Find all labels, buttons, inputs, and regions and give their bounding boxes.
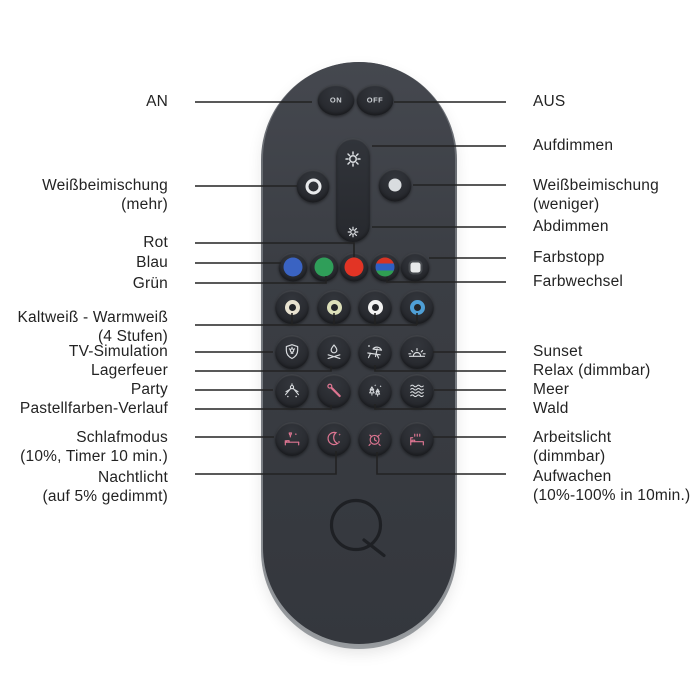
blue-button[interactable] — [279, 253, 308, 282]
annotation-lagerfeuer: Lagerfeuer — [91, 362, 168, 379]
sea-waves-icon — [407, 381, 427, 401]
green-button[interactable] — [310, 253, 339, 282]
white-level-4-icon — [410, 300, 425, 315]
white-level-1-icon — [285, 300, 300, 315]
annotation-farbstopp: Farbstopp — [533, 249, 605, 266]
annotation-nachtlicht: Nachtlicht (auf 5% gedimmt) — [42, 469, 168, 505]
annotation-kaltweiss-warmweiss: Kaltweiß - Warmweiß (4 Stufen) — [17, 309, 168, 345]
white-level-4-button[interactable] — [400, 290, 434, 324]
red-button[interactable] — [340, 253, 369, 282]
wake-up-button[interactable] — [358, 422, 392, 456]
white-mix-more-button[interactable] — [297, 170, 330, 203]
stop-square-icon — [410, 262, 420, 272]
red-icon — [345, 258, 364, 277]
power-off-label: OFF — [366, 95, 384, 105]
annotation-party: Party — [130, 381, 168, 398]
power-off-button[interactable] — [357, 85, 394, 116]
annotation-sunset: Sunset — [533, 343, 583, 360]
annotation-aufwachen: Aufwachen (10%-100% in 10min.) — [533, 468, 691, 504]
annotation-wald: Wald — [533, 400, 569, 417]
green-icon — [315, 258, 334, 277]
annotation-weissbeimischung-mehr: Weißbeimischung (mehr) — [42, 177, 168, 213]
pastel-gradient-button[interactable] — [317, 374, 351, 408]
annotation-pastellfarben-verlauf: Pastellfarben-Verlauf — [19, 400, 168, 417]
relax-button[interactable] — [358, 335, 392, 369]
annotation-tv-simulation: TV-Simulation — [68, 343, 168, 360]
annotation-schlafmodus: Schlafmodus (10%, Timer 10 min.) — [20, 429, 168, 465]
wake-alarm-clock-icon — [365, 429, 385, 449]
pastel-brush-icon — [324, 381, 344, 401]
annotation-relax: Relax (dimmbar) — [533, 362, 651, 379]
annotation-blau: Blau — [136, 254, 168, 271]
party-discoball-icon — [282, 381, 302, 401]
party-button[interactable] — [275, 374, 309, 408]
annotation-arbeitslicht: Arbeitslicht (dimmbar) — [533, 429, 612, 465]
night-moon-icon — [324, 429, 344, 449]
ring-icon — [305, 178, 321, 194]
color-cycle-icon — [376, 258, 395, 277]
sleep-mode-button[interactable] — [275, 422, 309, 456]
sunset-button[interactable] — [400, 335, 434, 369]
night-light-button[interactable] — [317, 422, 351, 456]
tv-simulation-shield-icon — [282, 342, 302, 362]
work-light-bed-icon — [407, 429, 427, 449]
annotation-aufdimmen: Aufdimmen — [533, 137, 614, 154]
color-stop-button[interactable] — [401, 253, 430, 282]
annotation-farbwechsel: Farbwechsel — [533, 273, 624, 290]
q-logo — [324, 495, 388, 559]
annotation-an: AN — [146, 93, 168, 110]
white-mix-less-button[interactable] — [379, 169, 412, 202]
dot-icon — [389, 179, 402, 192]
forest-button[interactable] — [358, 374, 392, 408]
color-cycle-button[interactable] — [371, 253, 400, 282]
annotation-gruen: Grün — [132, 275, 168, 292]
white-level-3-icon — [368, 300, 383, 315]
relax-beach-icon — [365, 342, 385, 362]
campfire-icon — [324, 342, 344, 362]
dimmer-rocker[interactable] — [336, 138, 370, 242]
brightness-up-sun-icon[interactable] — [344, 150, 363, 169]
annotation-meer: Meer — [533, 381, 570, 398]
annotation-abdimmen: Abdimmen — [533, 218, 609, 235]
stripe-green — [376, 270, 395, 276]
annotation-rot: Rot — [143, 234, 168, 251]
power-on-button[interactable] — [318, 85, 355, 116]
forest-trees-icon — [365, 381, 385, 401]
work-light-button[interactable] — [400, 422, 434, 456]
power-on-label: ON — [329, 95, 343, 105]
brightness-down-sun-icon[interactable] — [347, 226, 360, 239]
white-level-2-button[interactable] — [317, 290, 351, 324]
annotation-weissbeimischung-weniger: Weißbeimischung (weniger) — [533, 177, 659, 213]
annotation-aus: AUS — [533, 93, 566, 110]
campfire-button[interactable] — [317, 335, 351, 369]
white-level-1-button[interactable] — [275, 290, 309, 324]
sleep-bed-lamp-icon — [282, 429, 302, 449]
white-level-3-button[interactable] — [358, 290, 392, 324]
sunset-icon — [407, 342, 427, 362]
tv-simulation-button[interactable] — [275, 335, 309, 369]
sea-button[interactable] — [400, 374, 434, 408]
white-level-2-icon — [327, 300, 342, 315]
blue-icon — [284, 258, 303, 277]
